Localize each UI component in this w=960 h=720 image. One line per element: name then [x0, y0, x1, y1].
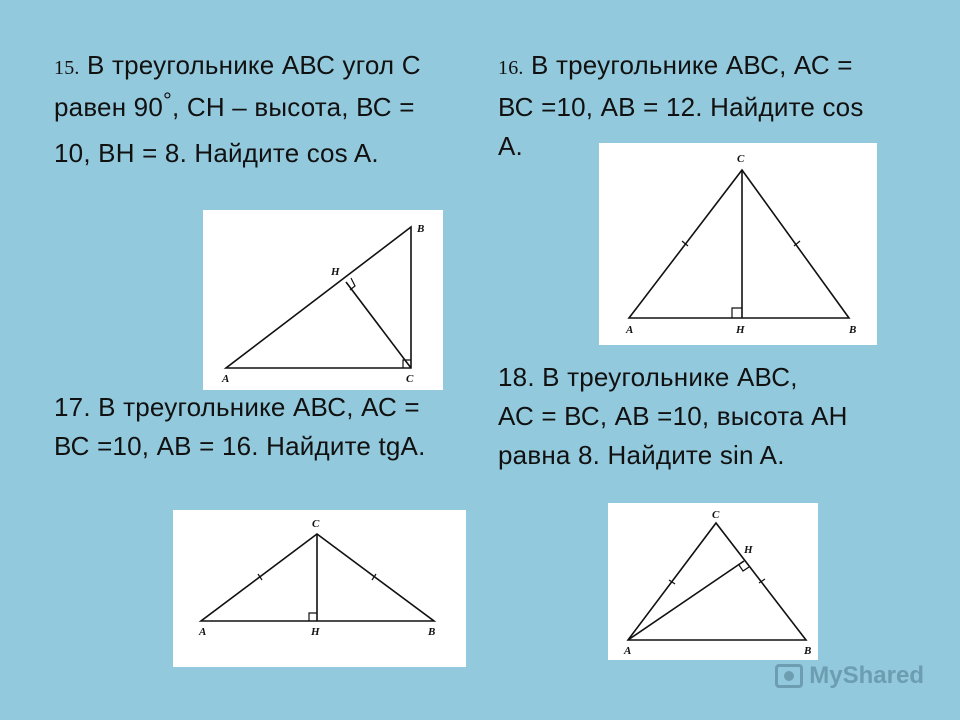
right-angle-mark-h — [739, 565, 749, 571]
vertex-label-b: B — [804, 645, 812, 657]
problem-16-line1: 16. В треугольнике АВС, АС = — [498, 50, 853, 80]
watermark-text: MyShared — [809, 662, 924, 689]
problem-18 — [498, 358, 848, 475]
vertex-label-c: C — [406, 373, 414, 385]
vertex-label-a: A — [626, 324, 634, 336]
figure-15-svg — [203, 210, 443, 390]
problem-15-line3: 10, ВН = 8. Найдите cos A. — [54, 138, 379, 168]
vertex-label-b: B — [428, 626, 436, 638]
problem-17 — [54, 388, 426, 466]
figure-17-svg — [173, 510, 466, 667]
vertex-label-a: A — [222, 373, 230, 385]
right-angle-mark-h — [309, 613, 317, 621]
problem-15-line2: равен 90°, СН – высота, ВС = — [54, 88, 415, 122]
problem-18-line1: 18. В треугольнике АВС, — [498, 362, 798, 392]
figure-17 — [173, 510, 466, 667]
figure-15 — [203, 210, 443, 390]
vertex-label-c: C — [737, 153, 745, 165]
vertex-label-h: H — [311, 626, 320, 638]
problem-16-line3: А. — [498, 131, 523, 161]
figure-16-svg — [599, 143, 877, 345]
figure-18 — [608, 503, 818, 660]
vertex-label-a: A — [624, 645, 632, 657]
problem-17-line1: 17. В треугольнике АВС, АС = — [54, 392, 420, 422]
problem-15 — [54, 46, 421, 173]
vertex-label-h: H — [736, 324, 745, 336]
problem-18-line2: АС = ВС, АВ =10, высота АН — [498, 401, 848, 431]
vertex-label-b: B — [417, 223, 425, 235]
triangle-abc — [629, 170, 849, 318]
vertex-label-a: A — [199, 626, 207, 638]
problem-16-number: 16. — [498, 57, 524, 79]
vertex-label-h: H — [744, 544, 753, 556]
problem-15-line1: 15. В треугольнике АВС угол С — [54, 50, 421, 80]
vertex-label-c: C — [712, 509, 720, 521]
right-angle-mark-h — [732, 308, 742, 318]
problem-18-line3: равна 8. Найдите sin A. — [498, 440, 785, 470]
problem-15-number: 15. — [54, 57, 80, 79]
watermark — [775, 662, 924, 690]
presentation-icon — [775, 664, 803, 688]
altitude-ah — [628, 561, 744, 640]
vertex-label-c: C — [312, 518, 320, 530]
figure-16 — [599, 143, 877, 345]
figure-18-svg — [608, 503, 818, 660]
degree-sign: ° — [163, 88, 173, 113]
triangle-abc — [226, 227, 411, 368]
vertex-label-b: B — [849, 324, 857, 336]
vertex-label-h: H — [331, 266, 340, 278]
problem-17-line2: ВС =10, АВ = 16. Найдите tgA. — [54, 431, 426, 461]
altitude-ch — [346, 282, 411, 368]
problem-16-line2: ВС =10, АВ = 12. Найдите cos — [498, 92, 864, 122]
